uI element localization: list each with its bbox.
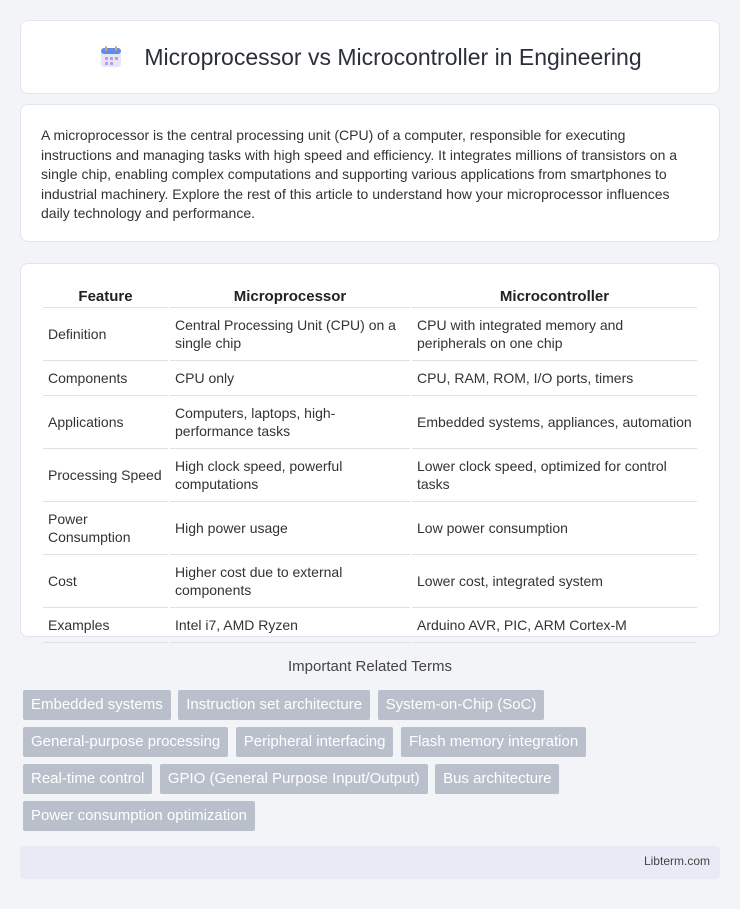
related-term-tag[interactable]: System-on-Chip (SoC) — [378, 690, 545, 720]
table-cell: CPU only — [170, 361, 410, 396]
header-microprocessor: Microprocessor — [170, 284, 410, 308]
related-terms-list — [23, 690, 723, 838]
table-cell: Examples — [43, 608, 168, 643]
table-cell: Lower cost, integrated system — [412, 555, 697, 608]
related-term-tag[interactable]: Instruction set architecture — [178, 690, 370, 720]
table-cell: Applications — [43, 396, 168, 449]
table-header-row — [43, 284, 697, 308]
header-microcontroller: Microcontroller — [412, 284, 697, 308]
table-row — [43, 308, 697, 361]
related-term-tag[interactable]: Embedded systems — [23, 690, 171, 720]
related-term-tag[interactable]: Peripheral interfacing — [236, 727, 394, 757]
table-cell: Central Processing Unit (CPU) on a single chip — [170, 308, 410, 361]
table-cell: Power Consumption — [43, 502, 168, 555]
related-term-tag[interactable]: Flash memory integration — [401, 727, 586, 757]
table-cell: Definition — [43, 308, 168, 361]
table-row — [43, 361, 697, 396]
table-cell: Low power consumption — [412, 502, 697, 555]
comparison-card — [20, 263, 720, 637]
table-cell: Lower clock speed, optimized for control tasks — [412, 449, 697, 502]
table-row — [43, 396, 697, 449]
related-term-tag[interactable]: Real-time control — [23, 764, 152, 794]
footer-site-link[interactable]: Libterm.com — [643, 854, 710, 868]
related-term-tag[interactable]: Bus architecture — [435, 764, 559, 794]
related-term-tag[interactable]: General-purpose processing — [23, 727, 228, 757]
table-cell: High power usage — [170, 502, 410, 555]
header-feature: Feature — [43, 284, 168, 308]
table-row — [43, 449, 697, 502]
comparison-table — [41, 284, 699, 643]
table-row — [43, 555, 697, 608]
intro-text: A microprocessor is the central processing unit (CPU) of a computer, responsible for executing instructions and managing tasks with high speed and efficiency. It integrates millions of transistors on a single chip, enabling complex computations and supporting various applications from smartphones to industrial machinery. Explore the rest of this article to understand how your microprocessor influences daily technology and performance. — [41, 127, 678, 222]
table-cell: Computers, laptops, high-performance tasks — [170, 396, 410, 449]
table-cell: Embedded systems, appliances, automation — [412, 396, 697, 449]
page-title: Microprocessor vs Microcontroller in Engineering — [144, 43, 642, 70]
table-cell: Higher cost due to external components — [170, 555, 410, 608]
table-cell: High clock speed, powerful computations — [170, 449, 410, 502]
table-cell: Intel i7, AMD Ryzen — [170, 608, 410, 643]
table-cell: CPU with integrated memory and peripherals on one chip — [412, 308, 697, 361]
table-cell: Cost — [43, 555, 168, 608]
table-cell: CPU, RAM, ROM, I/O ports, timers — [412, 361, 697, 396]
footer — [20, 846, 720, 879]
intro-card — [20, 104, 720, 242]
table-cell: Components — [43, 361, 168, 396]
related-term-tag[interactable]: GPIO (General Purpose Input/Output) — [160, 764, 428, 794]
table-cell: Arduino AVR, PIC, ARM Cortex-M — [412, 608, 697, 643]
related-terms-title: Important Related Terms — [288, 658, 452, 675]
calendar-icon — [98, 44, 124, 70]
related-term-tag[interactable]: Power consumption optimization — [23, 801, 255, 831]
table-row — [43, 608, 697, 643]
table-cell: Processing Speed — [43, 449, 168, 502]
table-row — [43, 502, 697, 555]
header-card — [20, 20, 720, 94]
